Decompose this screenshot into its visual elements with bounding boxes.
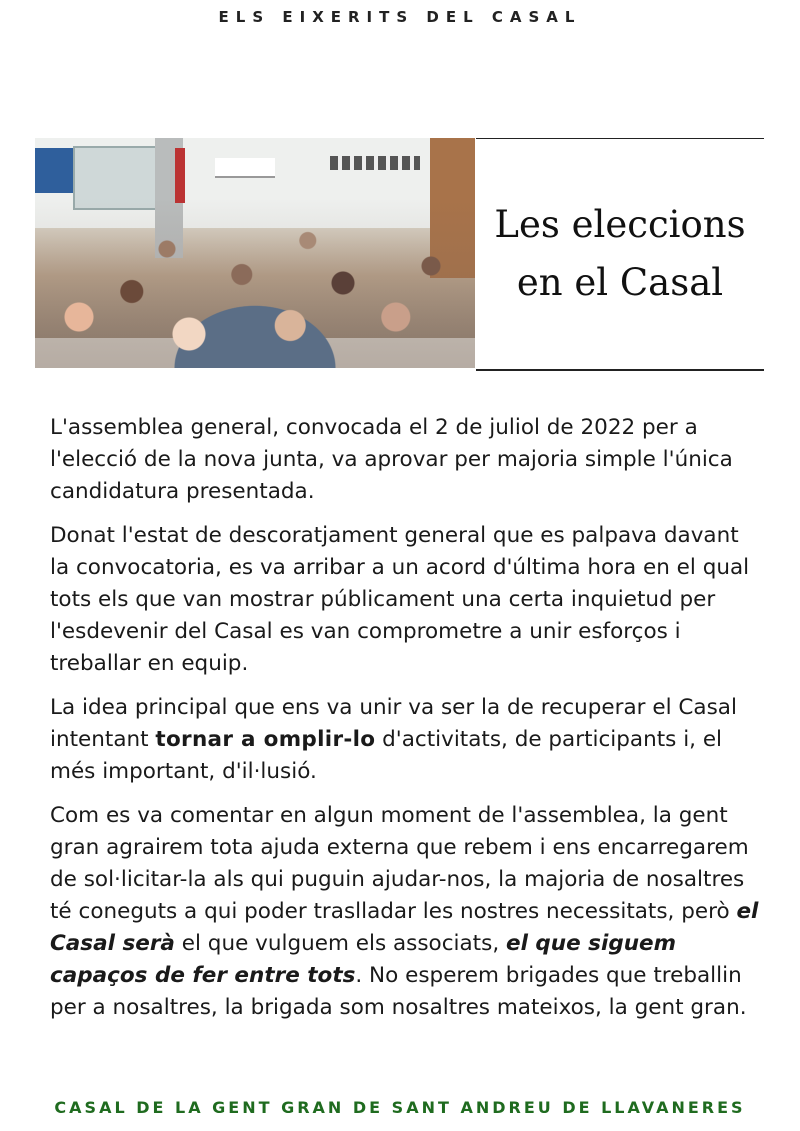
article-title xyxy=(494,196,745,312)
paragraph-2: Donat l'estat de descoratjament general que es palpava davant la convocatoria, es va arribar a un acord d'última hora en el qual tots els que van mostrar públicament una certa inquietud per l'esdevenir del Casal es van comprometre a unir esforços i treballar en equip. xyxy=(50,523,750,676)
paragraph-4-text-a: Com es va comentar en algun moment de l'assemblea, la gent gran agrairem tota ajuda externa que rebem i ens encarregarem de sol·licitar-la als qui puguin ajudar-nos, la majoria de nosaltres té coneguts a qui poder traslladar les nostres necessitats, però xyxy=(50,803,749,924)
photo-frames xyxy=(330,156,420,170)
paragraph-3-text-a: La idea principal que ens va unir va ser la de recuperar el Casal intentant xyxy=(50,695,737,752)
paragraph-4-text-c: . No esperem brigades que treballin per a nosaltres, la brigada som nosaltres mateixos, la gent gran. xyxy=(50,963,747,1020)
photo-crowd xyxy=(35,198,475,368)
article-body xyxy=(50,412,760,1036)
article-title-box xyxy=(476,138,764,371)
article-title-line1: Les eleccions xyxy=(494,203,746,246)
newsletter-header: ELS EIXERITS DEL CASAL xyxy=(218,8,582,26)
paragraph-3 xyxy=(50,692,760,788)
article-title-line2: en el Casal xyxy=(516,261,724,304)
paragraph-3-text-b: d'activitats, de participants i, el més important, d'il·lusió. xyxy=(50,727,723,784)
footer-organization: CASAL DE LA GENT GRAN DE SANT ANDREU DE LLAVANERES xyxy=(54,1098,746,1117)
assembly-photo xyxy=(35,138,475,368)
paragraph-4 xyxy=(50,800,760,1024)
paragraph-4-text-b: el que vulguem els associats, xyxy=(174,931,506,956)
paragraph-4-emphasis-2: el que siguem capaços de fer entre tots xyxy=(50,931,677,988)
photo-red-column xyxy=(175,148,185,203)
photo-noticeboard xyxy=(35,148,75,193)
paragraph-4-emphasis-1: el Casal serà xyxy=(50,899,759,956)
paragraph-3-emphasis: tornar a omplir-lo xyxy=(155,727,376,752)
photo-shelf xyxy=(215,158,275,178)
paragraph-1: L'assemblea general, convocada el 2 de juliol de 2022 per a l'elecció de la nova junta, va aprovar per majoria simple l'única candidatura presentada. xyxy=(50,415,733,504)
